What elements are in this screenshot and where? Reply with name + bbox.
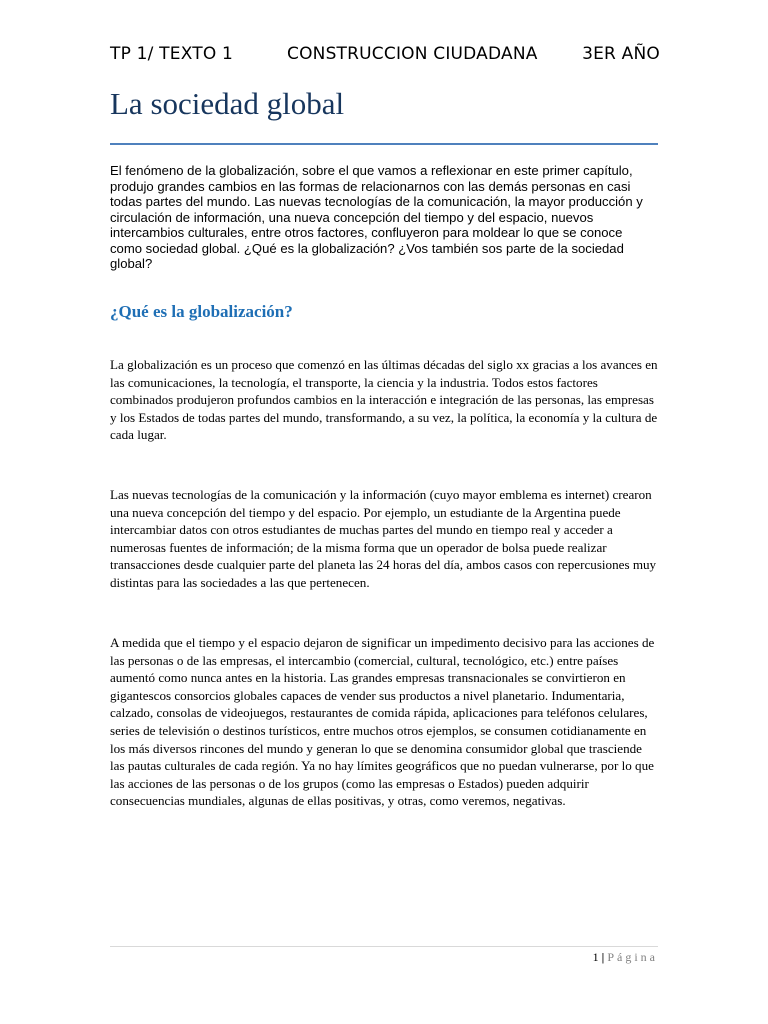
document-title: La sociedad global xyxy=(110,86,345,121)
body-paragraph-2: Las nuevas tecnologías de la comunicación y la información (cuyo mayor emblema es internet) crearon una nueva concepción del tiempo y del espacio. Por ejemplo, un estudiante de la Argentina puede intercambiar datos con otros estudiantes de muchas partes del mundo en tiempo real y acceder a numerosas fuentes de información; de la misma forma que un operador de bolsa puede realizar transacciones desde cualquier parte del planeta las 24 horas del día, ambos casos con repercusiones muy distintas para las sociedades a las que pertenecen. xyxy=(110,487,657,590)
page-number: 1 xyxy=(592,950,599,964)
intro-paragraph: El fenómeno de la globalización, sobre el que vamos a reflexionar en este primer capítulo, produjo grandes cambios en las formas de relacionarnos con las demás personas en casi todas partes del mundo. Las nuevas tecnologías de la comunicación, la mayor producción y circulación de información, una nueva concepción del tiempo y del espacio, nuevos intercambios culturales, entre otros factores, confluyeron para moldear lo que se conoce como sociedad global. ¿Qué es la globalización? ¿Vos también sos parte de la sociedad global? xyxy=(110,163,643,271)
page-label: Página xyxy=(607,950,658,964)
footer-separator: | xyxy=(601,950,605,964)
footer-divider xyxy=(110,946,658,947)
header-center: CONSTRUCCION CIUDADANA xyxy=(287,44,538,64)
header-left: TP 1/ TEXTO 1 xyxy=(110,44,234,64)
page-footer xyxy=(593,950,658,965)
section-heading: ¿Qué es la globalización? xyxy=(110,302,293,321)
title-underline xyxy=(110,143,658,145)
body-paragraph-1: La globalización es un proceso que comenzó en las últimas décadas del siglo xx gracias a los avances en las comunicaciones, la tecnología, el transporte, la ciencia y la industria. Todos estos factores combinados produjeron profundos cambios en la interacción e integración de las personas, las empresas y los Estados de todas partes del mundo, transformando, a su vez, la política, la economía y la cultura de cada lugar. xyxy=(110,357,658,443)
header-right: 3ER AÑO xyxy=(582,44,660,64)
body-paragraph-3: A medida que el tiempo y el espacio dejaron de significar un impedimento decisivo para las acciones de las personas o de las empresas, el intercambio (comercial, cultural, tecnológico, etc.) entre países aumentó como nunca antes en la historia. Las grandes empresas transnacionales se convirtieron en gigantescos consorcios globales capaces de vender sus productos a nivel planetario. Indumentaria, calzado, consolas de videojuegos, restaurantes de comida rápida, aplicaciones para teléfonos celulares, series de televisión o destinos turísticos, entre muchos otros ejemplos, se consumen cotidianamente en los más diversos rincones del mundo y generan lo que se denomina consumidor global que trasciende las pautas culturales de cada región. Ya no hay límites geográficos que no puedan vulnerarse, por lo que las acciones de las personas o de los grupos (como las empresas o Estados) pueden adquirir consecuencias mundiales, algunas de ellas positivas, y otras, como veremos, negativas. xyxy=(110,635,655,809)
